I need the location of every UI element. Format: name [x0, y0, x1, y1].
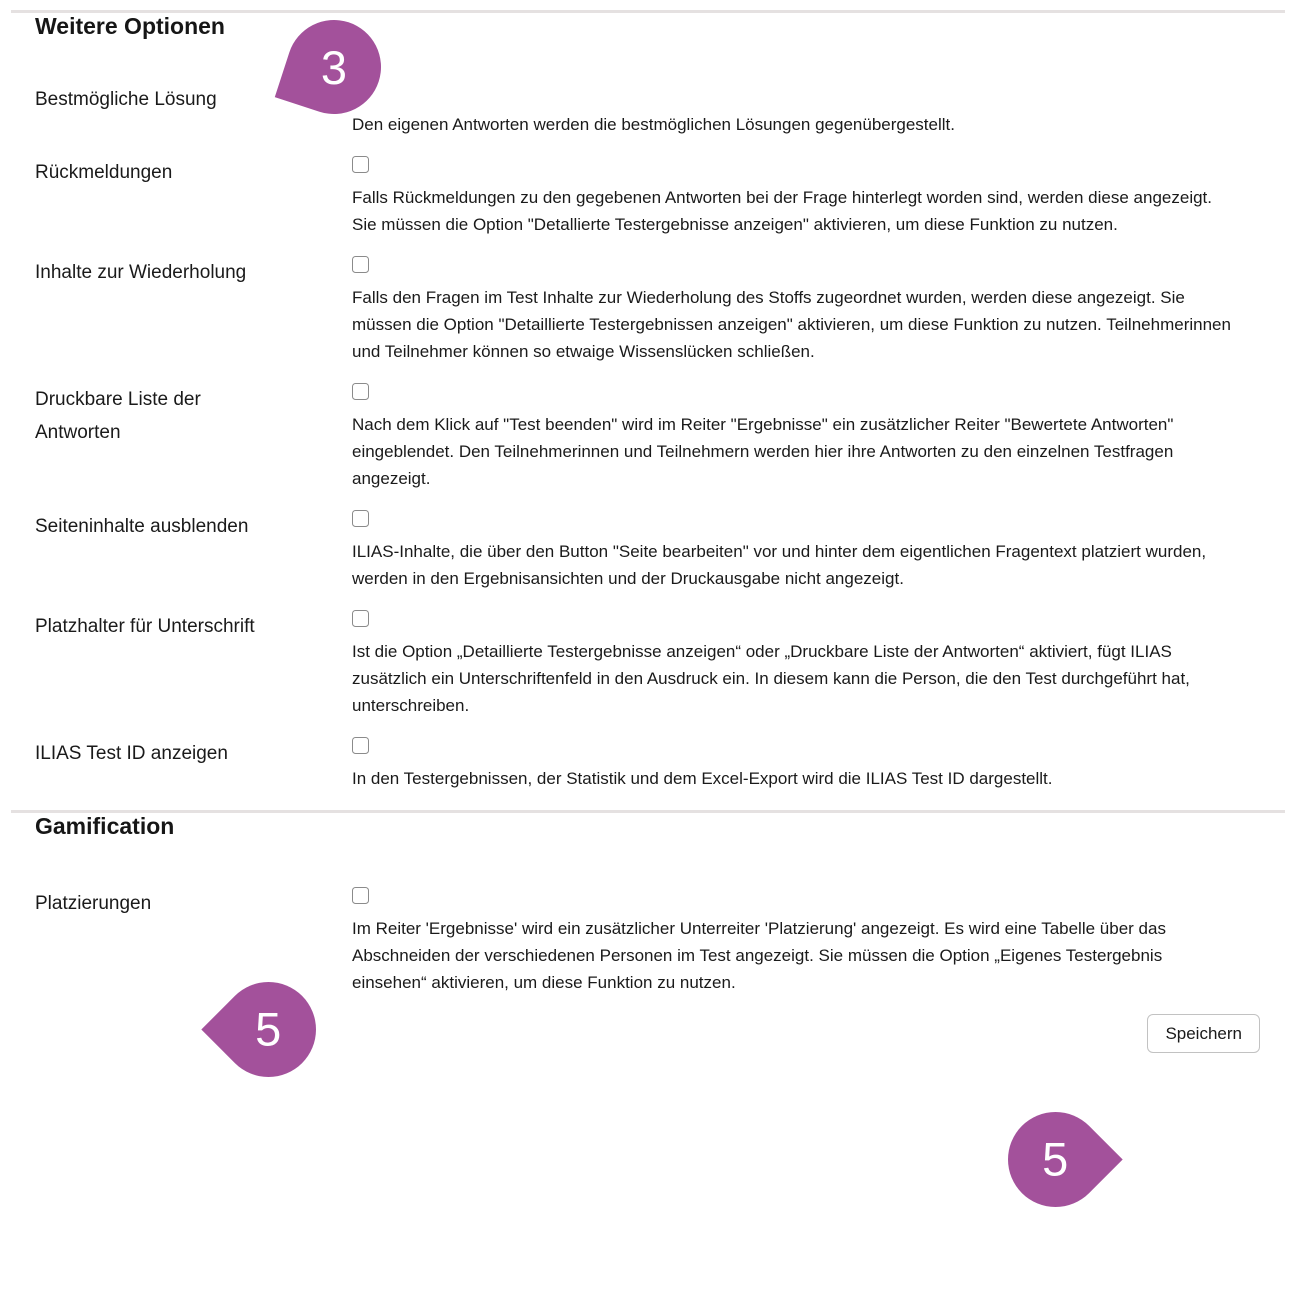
field-label: Seiteninhalte ausblenden [35, 516, 249, 537]
checkbox-platzierungen[interactable] [352, 887, 369, 904]
field-description: Ist die Option „Detaillierte Testergebnisse anzeigen“ oder „Druckbare Liste der Antworten“ aktiviert, fügt ILIAS zusätzlich ein Unterschriftenfeld in den Ausdruck ein. In diesem kann die Person, die den Test durchgeführt hat, unterschreiben. [352, 642, 1190, 715]
checkbox-seiteninhalte-ausblenden[interactable] [352, 510, 369, 527]
checkbox-ilias-test-id[interactable] [352, 737, 369, 754]
field-label: Platzhalter für Unterschrift [35, 616, 255, 637]
field-label: Bestmögliche Lösung [35, 89, 217, 110]
field-description: Im Reiter 'Ergebnisse' wird ein zusätzlicher Unterreiter 'Platzierung' angezeigt. Es wird eine Tabelle über das Abschneiden der verschiedenen Personen im Test angezeigt. Sie müssen die Option „Eigenes Testergebnis einsehen“ aktivieren, um diese Funktion zu nutzen. [352, 919, 1166, 992]
form-row-druckbare-liste [0, 383, 1300, 492]
field-label: Platzierungen [35, 893, 152, 914]
form-row-seiteninhalte-ausblenden [0, 510, 1300, 592]
form-section-weitere-optionen [0, 83, 1300, 792]
checkbox-platzhalter-unterschrift[interactable] [352, 610, 369, 627]
callout-number: 5 [255, 1002, 282, 1056]
form-row-platzierungen [0, 887, 1300, 996]
field-description: Den eigenen Antworten werden die bestmöglichen Lösungen gegenübergestellt. [352, 115, 955, 134]
form-row-inhalte-zur-wiederholung [0, 256, 1300, 365]
save-button[interactable]: Speichern [1147, 1014, 1260, 1053]
checkbox-druckbare-liste[interactable] [352, 383, 369, 400]
callout-number: 3 [320, 40, 348, 94]
field-description: Falls Rückmeldungen zu den gegebenen Antworten bei der Frage hinterlegt worden sind, werden diese angezeigt. Sie müssen die Option "Detallierte Testergebnisse anzeigen" aktivieren, um diese Funktion zu nutzen. [352, 188, 1212, 234]
form-actions [0, 1014, 1300, 1053]
field-description: ILIAS-Inhalte, die über den Button "Seite bearbeiten" vor und hinter dem eigentlichen Fragentext platziert wurden, werden in den Ergebnisansichten und der Druckausgabe nicht angezeigt. [352, 542, 1207, 588]
field-label: ILIAS Test ID anzeigen [35, 743, 228, 764]
field-label: Druckbare Liste der Antworten [35, 389, 201, 443]
form-row-platzhalter-unterschrift [0, 610, 1300, 719]
section-title-weitere-optionen: Weitere Optionen [35, 13, 225, 39]
form-row-bestmoegliche-loesung [0, 83, 1300, 138]
form-row-rueckmeldungen [0, 156, 1300, 238]
field-label: Rückmeldungen [35, 162, 173, 183]
checkbox-inhalte-zur-wiederholung[interactable] [352, 256, 369, 273]
callout-marker-5-speichern [988, 1092, 1122, 1226]
field-description: Falls den Fragen im Test Inhalte zur Wiederholung des Stoffs zugeordnet wurden, werden diese angezeigt. Sie müssen die Option "Detaillierte Testergebnissen anzeigen" aktivieren, um diese Funktion zu nutzen. Teilnehmerinnen und Teilnehmer können so etwaige Wissenslücken schließen. [352, 288, 1231, 361]
field-description: Nach dem Klick auf "Test beenden" wird im Reiter "Ergebnisse" ein zusätzlicher Reiter "Bewertete Antworten" eingeblendet. Den Teilnehmerinnen und Teilnehmern werden hier ihre Antworten zu den einzelnen Testfragen angezeigt. [352, 415, 1174, 488]
field-label: Inhalte zur Wiederholung [35, 262, 247, 283]
field-description: In den Testergebnissen, der Statistik und dem Excel-Export wird die ILIAS Test ID dargestellt. [352, 769, 1053, 788]
form-section-gamification [0, 887, 1300, 996]
callout-number: 5 [1042, 1132, 1069, 1186]
section-title-gamification: Gamification [35, 813, 175, 839]
form-row-ilias-test-id [0, 737, 1300, 792]
checkbox-rueckmeldungen[interactable] [352, 156, 369, 173]
